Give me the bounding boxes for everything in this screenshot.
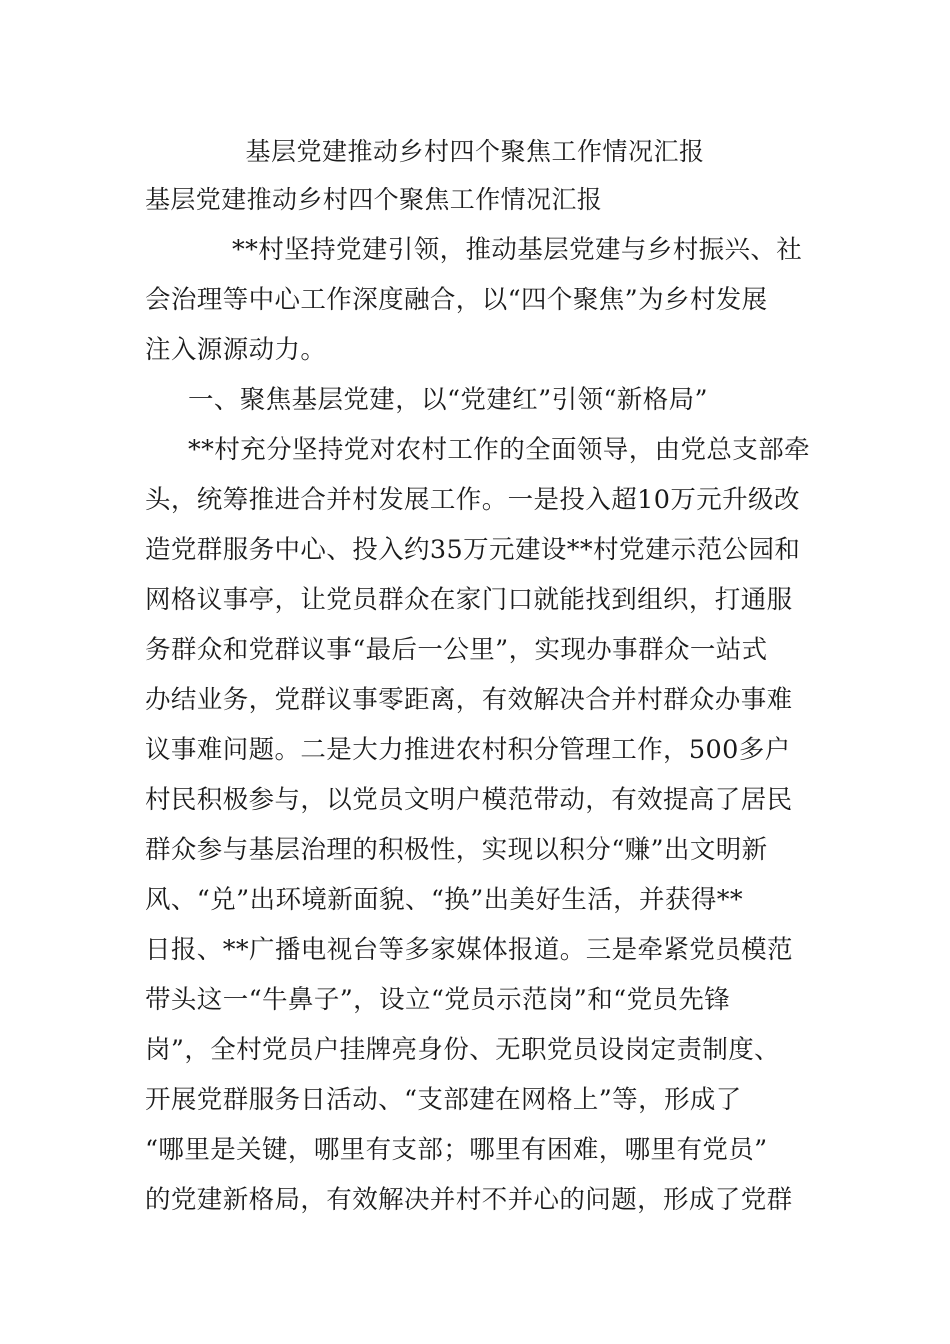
section-heading: 一、聚焦基层党建，以“党建红”引领“新格局” [188,385,708,415]
paragraph-line: 日报、**广播电视台等多家媒体报道。三是牵紧党员模范 [145,935,793,965]
document-subtitle: 基层党建推动乡村四个聚焦工作情况汇报 [145,185,603,214]
paragraph-line: 注入源源动力。 [145,335,327,365]
document-title: 基层党建推动乡村四个聚焦工作情况汇报 [245,137,705,166]
paragraph-line: 办结业务，党群议事零距离，有效解决合并村群众办事难 [145,685,793,715]
paragraph-line: 会治理等中心工作深度融合，以“四个聚焦”为乡村发展 [145,285,768,315]
paragraph-line: **村充分坚持党对农村工作的全面领导，由党总支部牵 [188,435,811,465]
paragraph-line: 的党建新格局，有效解决并村不并心的问题，形成了党群 [145,1185,793,1215]
paragraph-line: 造党群服务中心、投入约35万元建设**村党建示范公园和 [145,535,801,565]
paragraph-line: 议事难问题。二是大力推进农村积分管理工作，500多户 [145,735,791,765]
paragraph-line: 务群众和党群议事“最后一公里”，实现办事群众一站式 [145,635,768,665]
paragraph-line: **村坚持党建引领，推动基层党建与乡村振兴、社 [232,235,803,265]
paragraph-line: 开展党群服务日活动、“支部建在网格上”等，形成了 [145,1085,742,1115]
paragraph-line: 岗”，全村党员户挂牌亮身份、无职党员设岗定责制度、 [145,1035,781,1065]
paragraph-line: 风、“兑”出环境新面貌、“换”出美好生活，并获得** [145,885,744,915]
paragraph-line: 带头这一“牛鼻子”，设立“党员示范岗”和“党员先锋 [145,985,731,1015]
paragraph-line: 村民积极参与，以党员文明户模范带动，有效提高了居民 [145,785,793,815]
paragraph-line: 头，统筹推进合并村发展工作。一是投入超10万元升级改 [145,485,800,515]
paragraph-line: “哪里是关键，哪里有支部；哪里有困难，哪里有党员” [145,1135,768,1165]
paragraph-line: 网格议事亭，让党员群众在家门口就能找到组织，打通服 [145,585,793,615]
paragraph-line: 群众参与基层治理的积极性，实现以积分“赚”出文明新 [145,835,768,865]
